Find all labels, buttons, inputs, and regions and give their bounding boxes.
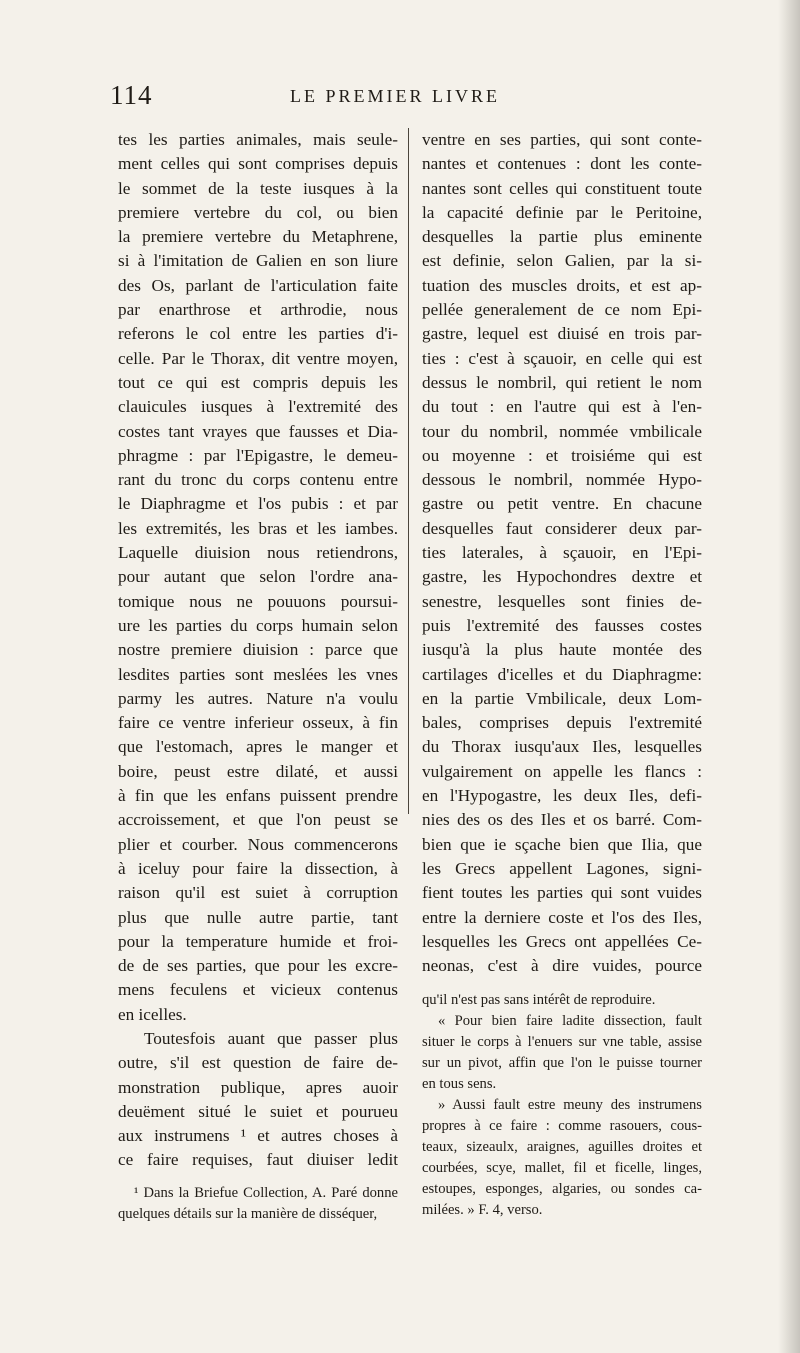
text-line: cartilages d'icelles et du Diaphragme: [422,664,702,684]
text-line: le sommet de la teste iusques à la [118,178,398,198]
text-line: pour la temperature humide et froi- [118,931,398,951]
text-line: nostre premiere diuision : parce que [118,640,398,660]
text-line: premiere vertebre du col, ou bien [118,202,398,222]
text-line: par enarthrose et arthrodie, nous [118,300,398,320]
text-line: deuëment situé le suiet et pourueu [118,1101,398,1121]
text-line: dessus le nombril, qui retient le nom [422,372,702,392]
left-column [118,128,398,1225]
footnote-line: en tous sens. [422,1076,497,1093]
text-line: tes les parties animales, mais seule- [118,130,398,149]
text-line: puis l'extremité des fausses costes [422,615,702,635]
text-line: phragme : par l'Epigastre, le demeu- [118,445,398,465]
footnote-line: milées. » F. 4, verso. [422,1202,543,1219]
column-rule [408,128,409,814]
text-line: aux instrumens ¹ et autres choses à [118,1126,398,1146]
text-line: outre, s'il est question de faire de- [118,1053,398,1073]
text-line: ment celles qui sont comprises depuis [118,154,398,174]
footnote-line: » Aussi fault estre meuny des instrumens [438,1097,702,1114]
footnote-line: « Pour bien faire ladite dissection, fault [438,1013,702,1030]
text-line: du Thorax iusqu'aux Iles, lesquelles [422,737,702,757]
text-line: dessous le nombril, nommée Hypo- [422,470,702,490]
page-header [110,80,710,110]
text-line: si à l'imitation de Galien en son liure [118,251,398,271]
text-line: celle. Par le Thorax, dit ventre moyen, [118,348,398,368]
text-line: clauicules iusques à l'extremité des [118,397,398,417]
right-footnote [422,990,702,1221]
text-line: lesdites parties sont meslées les vnes [118,664,398,684]
text-line: des Os, parlant de l'articulation faite [118,275,398,295]
text-line: la premiere vertebre du Metaphrene, [118,227,398,247]
text-line: du tout : en l'autre qui est à l'en- [422,397,702,417]
text-line: de de ses parties, que pour les excre- [118,956,398,976]
text-line: iusqu'à la plus haute montée des [422,640,702,660]
text-line: nies des os des Iles et os barré. Com- [422,810,702,830]
text-line: ure les parties du corps humain selon [118,615,398,635]
footnote-line: courbées, scye, mallet, fil et ficelle, linges, [422,1160,702,1177]
left-footnote [118,1183,398,1225]
footnote-line: estoupes, esponges, algaries, ou sondes ca- [422,1181,702,1198]
footnote-line: ¹ Dans la Briefue Collection, A. Paré donne [134,1184,398,1201]
text-line: Toutesfois auant que passer plus [144,1028,398,1048]
text-line: gastre, lequel est diuisé en trois par- [422,324,702,344]
text-line: desquelles faut considerer deux par- [422,518,702,538]
text-line: raison qu'il est suiet à corruption [118,883,398,903]
text-line: lesquelles les Grecs ont appellées Ce- [422,931,702,951]
page-edge-shadow [778,0,800,1353]
text-line: bales, comprises depuis l'extremité [422,713,702,733]
text-line: bien que ie sçache bien que Ilia, que [422,834,702,854]
text-line: plier et courber. Nous commencerons [118,834,398,854]
text-line: mens feculens et vicieux contenus [118,980,398,1000]
text-line: referons le col entre les parties d'i- [118,324,398,344]
left-paragraph-2 [118,1027,398,1173]
footnote-line: situer le corps à l'enuers sur vne table, assise [422,1034,702,1051]
text-line: tour du nombril, nommée vmbilicale [422,421,702,441]
text-line: vulgairement on appelle les flancs : [422,761,702,781]
footnote-line: quelques détails sur la manière de disséquer, [118,1205,378,1222]
running-title: LE PREMIER LIVRE [290,86,500,106]
text-line: parmy les autres. Nature n'a voulu [118,688,398,708]
text-line: Laquelle diuision nous retiendrons, [118,543,398,563]
text-line: pellée generalement de ce nom Epi- [422,300,702,320]
right-paragraph [422,128,702,978]
text-line: le Diaphragme et l'os pubis : et par [118,494,398,514]
text-line: tout ce qui est compris depuis les [118,372,398,392]
footnote-line: propres à ce faire : comme rasouers, cous- [422,1118,702,1135]
text-line: pour autant que selon l'ordre ana- [118,567,398,587]
footnote-line: qu'il n'est pas sans intérêt de reproduire. [422,992,656,1009]
text-line: nantes sont celles qui constituent toute [422,178,702,198]
text-line: gastre ou petit ventre. En chacune [422,494,702,514]
text-line: à iceluy pour faire la dissection, à [118,858,398,878]
text-line: costes tant vrayes que fausses et Dia- [118,421,398,441]
text-line: gastre, les Hypochondres dextre et [422,567,702,587]
right-column [422,128,702,1221]
text-line: ou moyenne : et troisiéme qui est [422,445,702,465]
page-number: 114 [110,80,153,110]
text-line: boire, peust estre dilaté, et aussi [118,761,398,781]
text-line: monstration publique, apres auoir [118,1077,398,1097]
text-line: tomique nous ne pouuons poursui- [118,591,398,611]
text-line: ce faire requises, faut diuiser ledit [118,1150,398,1170]
footnote-line: sur un pivot, affin que l'on le puisse tourner [422,1055,702,1072]
text-line: accroissement, et que l'on peust se [118,810,398,830]
text-line: desquelles la partie plus eminente [422,227,702,247]
text-line: rant du tronc du corps contenu entre [118,470,398,490]
left-paragraph-1 [118,128,398,1027]
text-line: faire ce ventre inferieur osseux, à fin [118,713,398,733]
text-line: la capacité definie par le Peritoine, [422,202,702,222]
text-line: neonas, c'est à dire vuides, pource [422,956,702,976]
text-line: en icelles. [118,1004,187,1024]
footnote-line: teaux, sizeaulx, araignes, aguilles droites et [422,1139,702,1156]
text-line: ventre en ses parties, qui sont conte- [422,130,702,149]
text-line: en l'Hypogastre, les deux Iles, defi- [422,786,702,806]
text-line: est definie, selon Galien, par la si- [422,251,702,271]
text-line: ties laterales, à sçauoir, en l'Epi- [422,543,702,563]
text-line: à fin que les enfans puissent prendre [118,786,398,806]
text-line: tuation des muscles droits, et est ap- [422,275,702,295]
text-line: en la partie Vmbilicale, deux Lom- [422,688,702,708]
text-line: entre la derniere coste et l'os des Iles, [422,907,702,927]
text-line: nantes et contenues : dont les conte- [422,154,702,174]
text-line: que l'estomach, apres le manger et [118,737,398,757]
text-line: senestre, lesquelles sont finies de- [422,591,702,611]
text-line: les Grecs appellent Lagones, signi- [422,858,702,878]
text-line: fient toutes les parties qui sont vuides [422,883,702,903]
text-line: les extremités, les bras et les iambes. [118,518,398,538]
text-line: plus que nulle autre partie, tant [118,907,398,927]
text-line: ties : c'est à sçauoir, en celle qui est [422,348,702,368]
